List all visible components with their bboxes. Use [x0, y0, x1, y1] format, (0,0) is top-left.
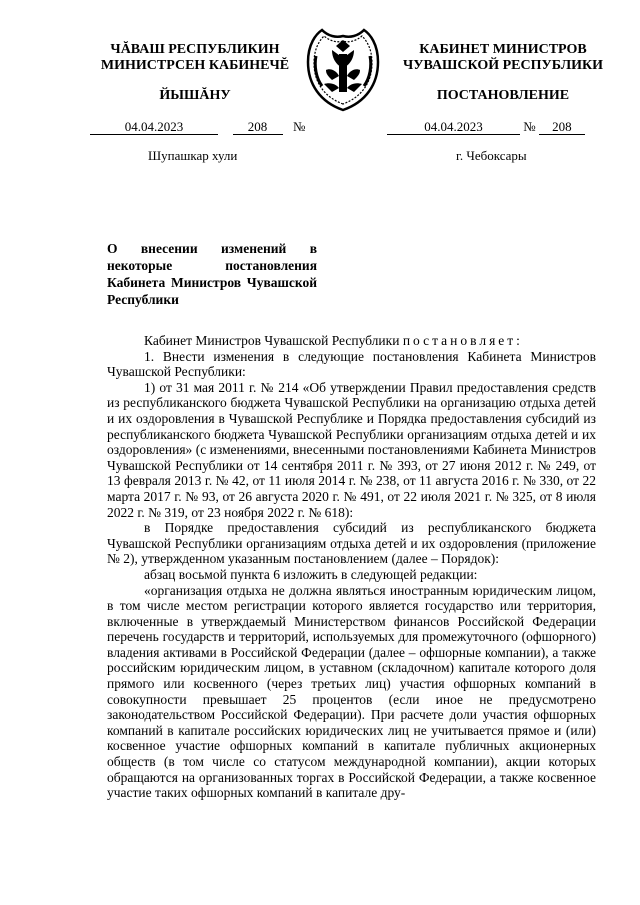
- doc-type-chuvash: ЙЫШĂНУ: [159, 88, 231, 103]
- chuvashia-emblem-icon: [302, 26, 384, 112]
- header-left-line1: ЧĂВАШ РЕСПУБЛИКИН: [110, 42, 280, 57]
- date-number-right: [387, 119, 585, 135]
- header-left-line2: МИНИСТРСЕН КАБИНЕЧĔ: [100, 58, 290, 73]
- number-sign-right: №: [523, 119, 536, 134]
- intro-paragraph: [107, 333, 596, 349]
- date-number-left: [90, 119, 305, 135]
- header-right: [398, 42, 608, 74]
- date-left: 04.04.2023: [90, 120, 218, 135]
- intro-decree-word: постановляет:: [402, 333, 523, 348]
- date-right: 04.04.2023: [387, 120, 520, 135]
- paragraph-5: «организация отдыха не должна являться иностранным юридическим лицом, в том числе местом регистрации которого является государство или территория, включенные в утверждаемый Министерством финансов Российской Федерации перечень государств и территорий, используемых для промежуточного (офшорного) владения активами в Российской Федерации (далее – офшорные компании), а также российским юридическим лицом, в уставном (складочном) капитале которого доля прямого или косвенного (через третьих лиц) участия офшорных компаний в совокупности превышает 25 процентов (если иное не предусмотрено законодательством Российской Федерации). При расчете доли участия офшорных компаний в капитале российских юридических лиц не учитывается прямое и (или) косвенное участие офшорных компаний в капитале публичных акционерных обществ (в том числе со статусом международной компании), акции которых обращаются на организованных торгах в Российской Федерации, а также косвенное участие таких офшорных компаний в капитале дру-: [107, 582, 596, 801]
- header-right-line2: ЧУВАШСКОЙ РЕСПУБЛИКИ: [402, 58, 604, 73]
- paragraph-1: 1. Внести изменения в следующие постановления Кабинета Министров Чувашской Республики:: [107, 348, 596, 380]
- paragraph-4: абзац восьмой пункта 6 изложить в следующей редакции:: [144, 566, 478, 582]
- paragraph-3: в Порядке предоставления субсидий из республиканского бюджета Чувашской Республики организациям отдыха детей и их оздоровления (приложение № 2), утвержденном указанным постановлением (далее – Порядок):: [107, 520, 596, 567]
- intro-text: Кабинет Министров Чувашской Республики: [144, 333, 403, 348]
- city-russian: г. Чебоксары: [456, 148, 527, 163]
- doc-type-russian: ПОСТАНОВЛЕНИЕ: [436, 88, 570, 103]
- paragraph-2: 1) от 31 мая 2011 г. № 214 «Об утверждении Правил предоставления средств из республиканского бюджета Чувашской Республики на организацию отдыха детей и их оздоровления в Чувашской Республике и Порядка предоставления субсидий из республиканского бюджета Чувашской Республики организациям отдыха детей и их оздоровления» (с изменениями, внесенными постановлениями Кабинета Министров Чувашской Республики от 14 сентября 2011 г. № 393, от 27 июня 2012 г. № 249, от 13 февраля 2013 г. № 42, от 11 июля 2014 г. № 238, от 11 августа 2016 г. № 330, от 22 марта 2017 г. № 93, от 26 августа 2020 г. № 491, от 22 июля 2021 г. № 325, от 8 июля 2022 г. № 319, от 23 ноября 2022 г. № 618):: [107, 379, 596, 520]
- number-left: 208: [233, 120, 283, 135]
- city-chuvash: Шупашкар хули: [148, 148, 238, 163]
- document-body: [107, 333, 596, 801]
- number-right: 208: [539, 120, 585, 135]
- header-right-line1: КАБИНЕТ МИНИСТРОВ: [419, 42, 587, 57]
- header-left: [80, 42, 310, 74]
- number-sign-left: №: [293, 119, 306, 134]
- document-subject: О внесении изменений в некоторые постановления Кабинета Министров Чувашской Республики: [107, 241, 317, 307]
